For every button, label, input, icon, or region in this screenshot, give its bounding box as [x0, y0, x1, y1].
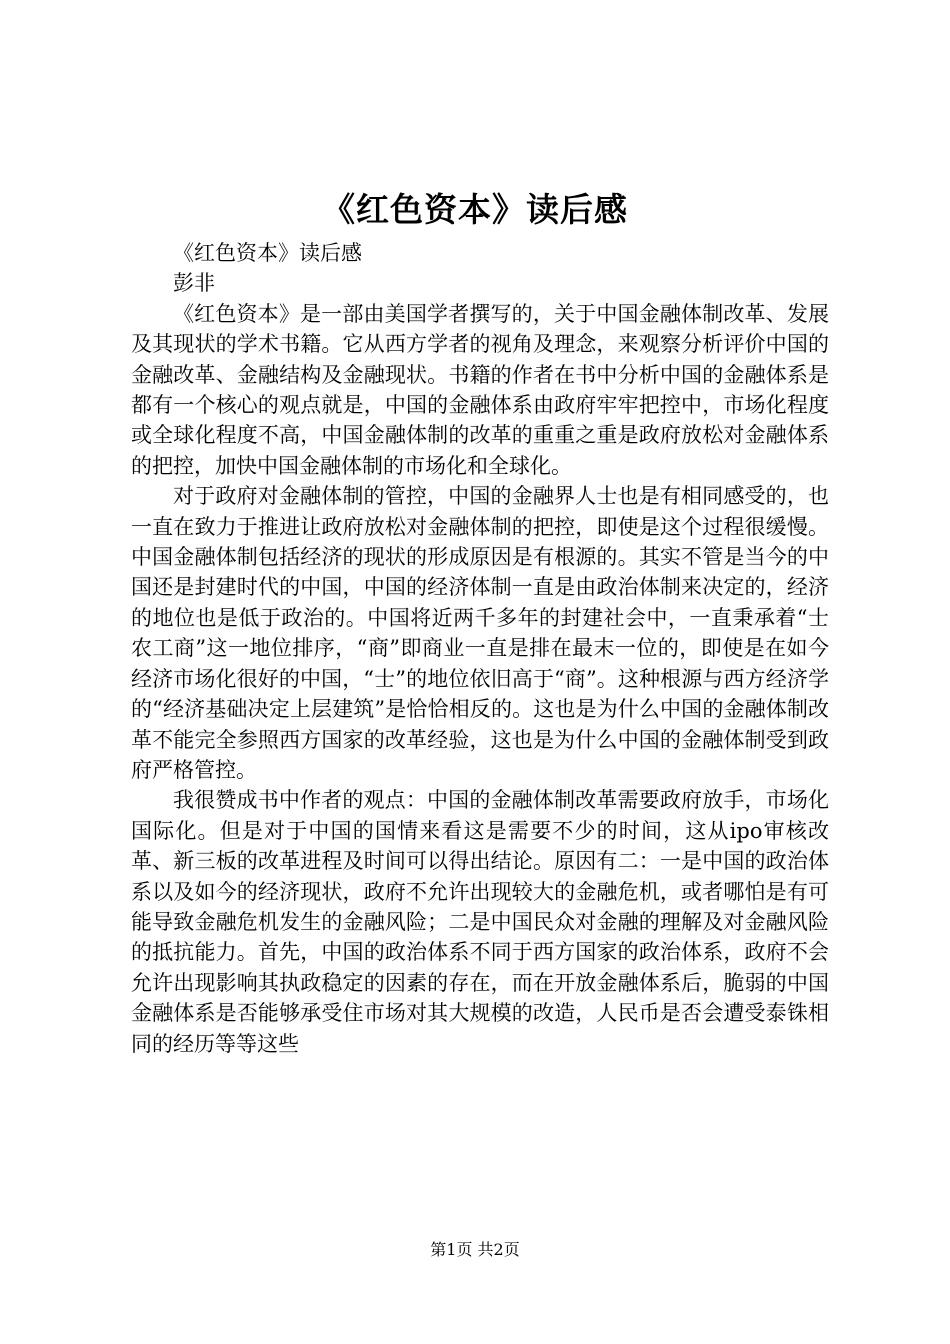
subtitle-paragraph: 《红色资本》读后感 — [173, 241, 362, 265]
body-paragraph-1: 《红色资本》是一部由美国学者撰写的，关于中国金融体制改革、发展及其现状的学术书籍。它从西方学者的视角及理念，来观察分析评价中国的金融改革、金融结构及金融现状。书籍的作者在书中分析中国的金融体系是都有一个核心的观点就是，中国的金融体系由政府牢牢把控中，市场化程度或全球化程度不高，中国金融体制的改革的重重之重是政府放松对金融体系的把控，加快中国金融体制的市场化和全球化。 — [131, 301, 829, 478]
document-body — [131, 238, 829, 1059]
body-paragraph-3: 我很赞成书中作者的观点：中国的金融体制改革需要政府放手，市场化国际化。但是对于中国的国情来看这是需要不少的时间，这从ipo审核改革、新三板的改革进程及时间可以得出结论。原因有二：一是中国的政治体系以及如今的经济现状，政府不允许出现较大的金融危机，或者哪怕是有可能导致金融危机发生的金融风险；二是中国民众对金融的理解及对金融风险的抵抗能力。首先，中国的政治体系不同于西方国家的政治体系，政府不会允许出现影响其执政稳定的因素的存在，而在开放金融体系后，脆弱的中国金融体系是否能够承受住市场对其大规模的改造，人民币是否会遭受泰铢相同的经历等等这些 — [131, 788, 829, 1056]
document-title: 《红色资本》读后感 — [322, 190, 628, 229]
author-paragraph: 彭非 — [173, 271, 215, 296]
body-paragraph-2: 对于政府对金融体制的管控，中国的金融界人士也是有相同感受的，也一直在致力于推进让政府放松对金融体制的把控，即使是这个过程很缓慢。中国金融体制包括经济的现状的形成原因是有根源的。其实不管是当今的中国还是封建时代的中国，中国的经济体制一直是由政治体制来决定的，经济的地位也是低于政治的。中国将近两千多年的封建社会中，一直秉承着“士农工商”这一地位排序，“商”即商业一直是排在最末一位的，即使是在如今经济市场化很好的中国，“士”的地位依旧高于“商”。这种根源与西方经济学的“经济基础决定上层建筑”是恰恰相反的。这也是为什么中国的金融体制改革不能完全参照西方国家的改革经验，这也是为什么中国的金融体制受到政府严格管控。 — [131, 484, 829, 782]
page-footer: 第1页 共2页 — [430, 1240, 520, 1259]
